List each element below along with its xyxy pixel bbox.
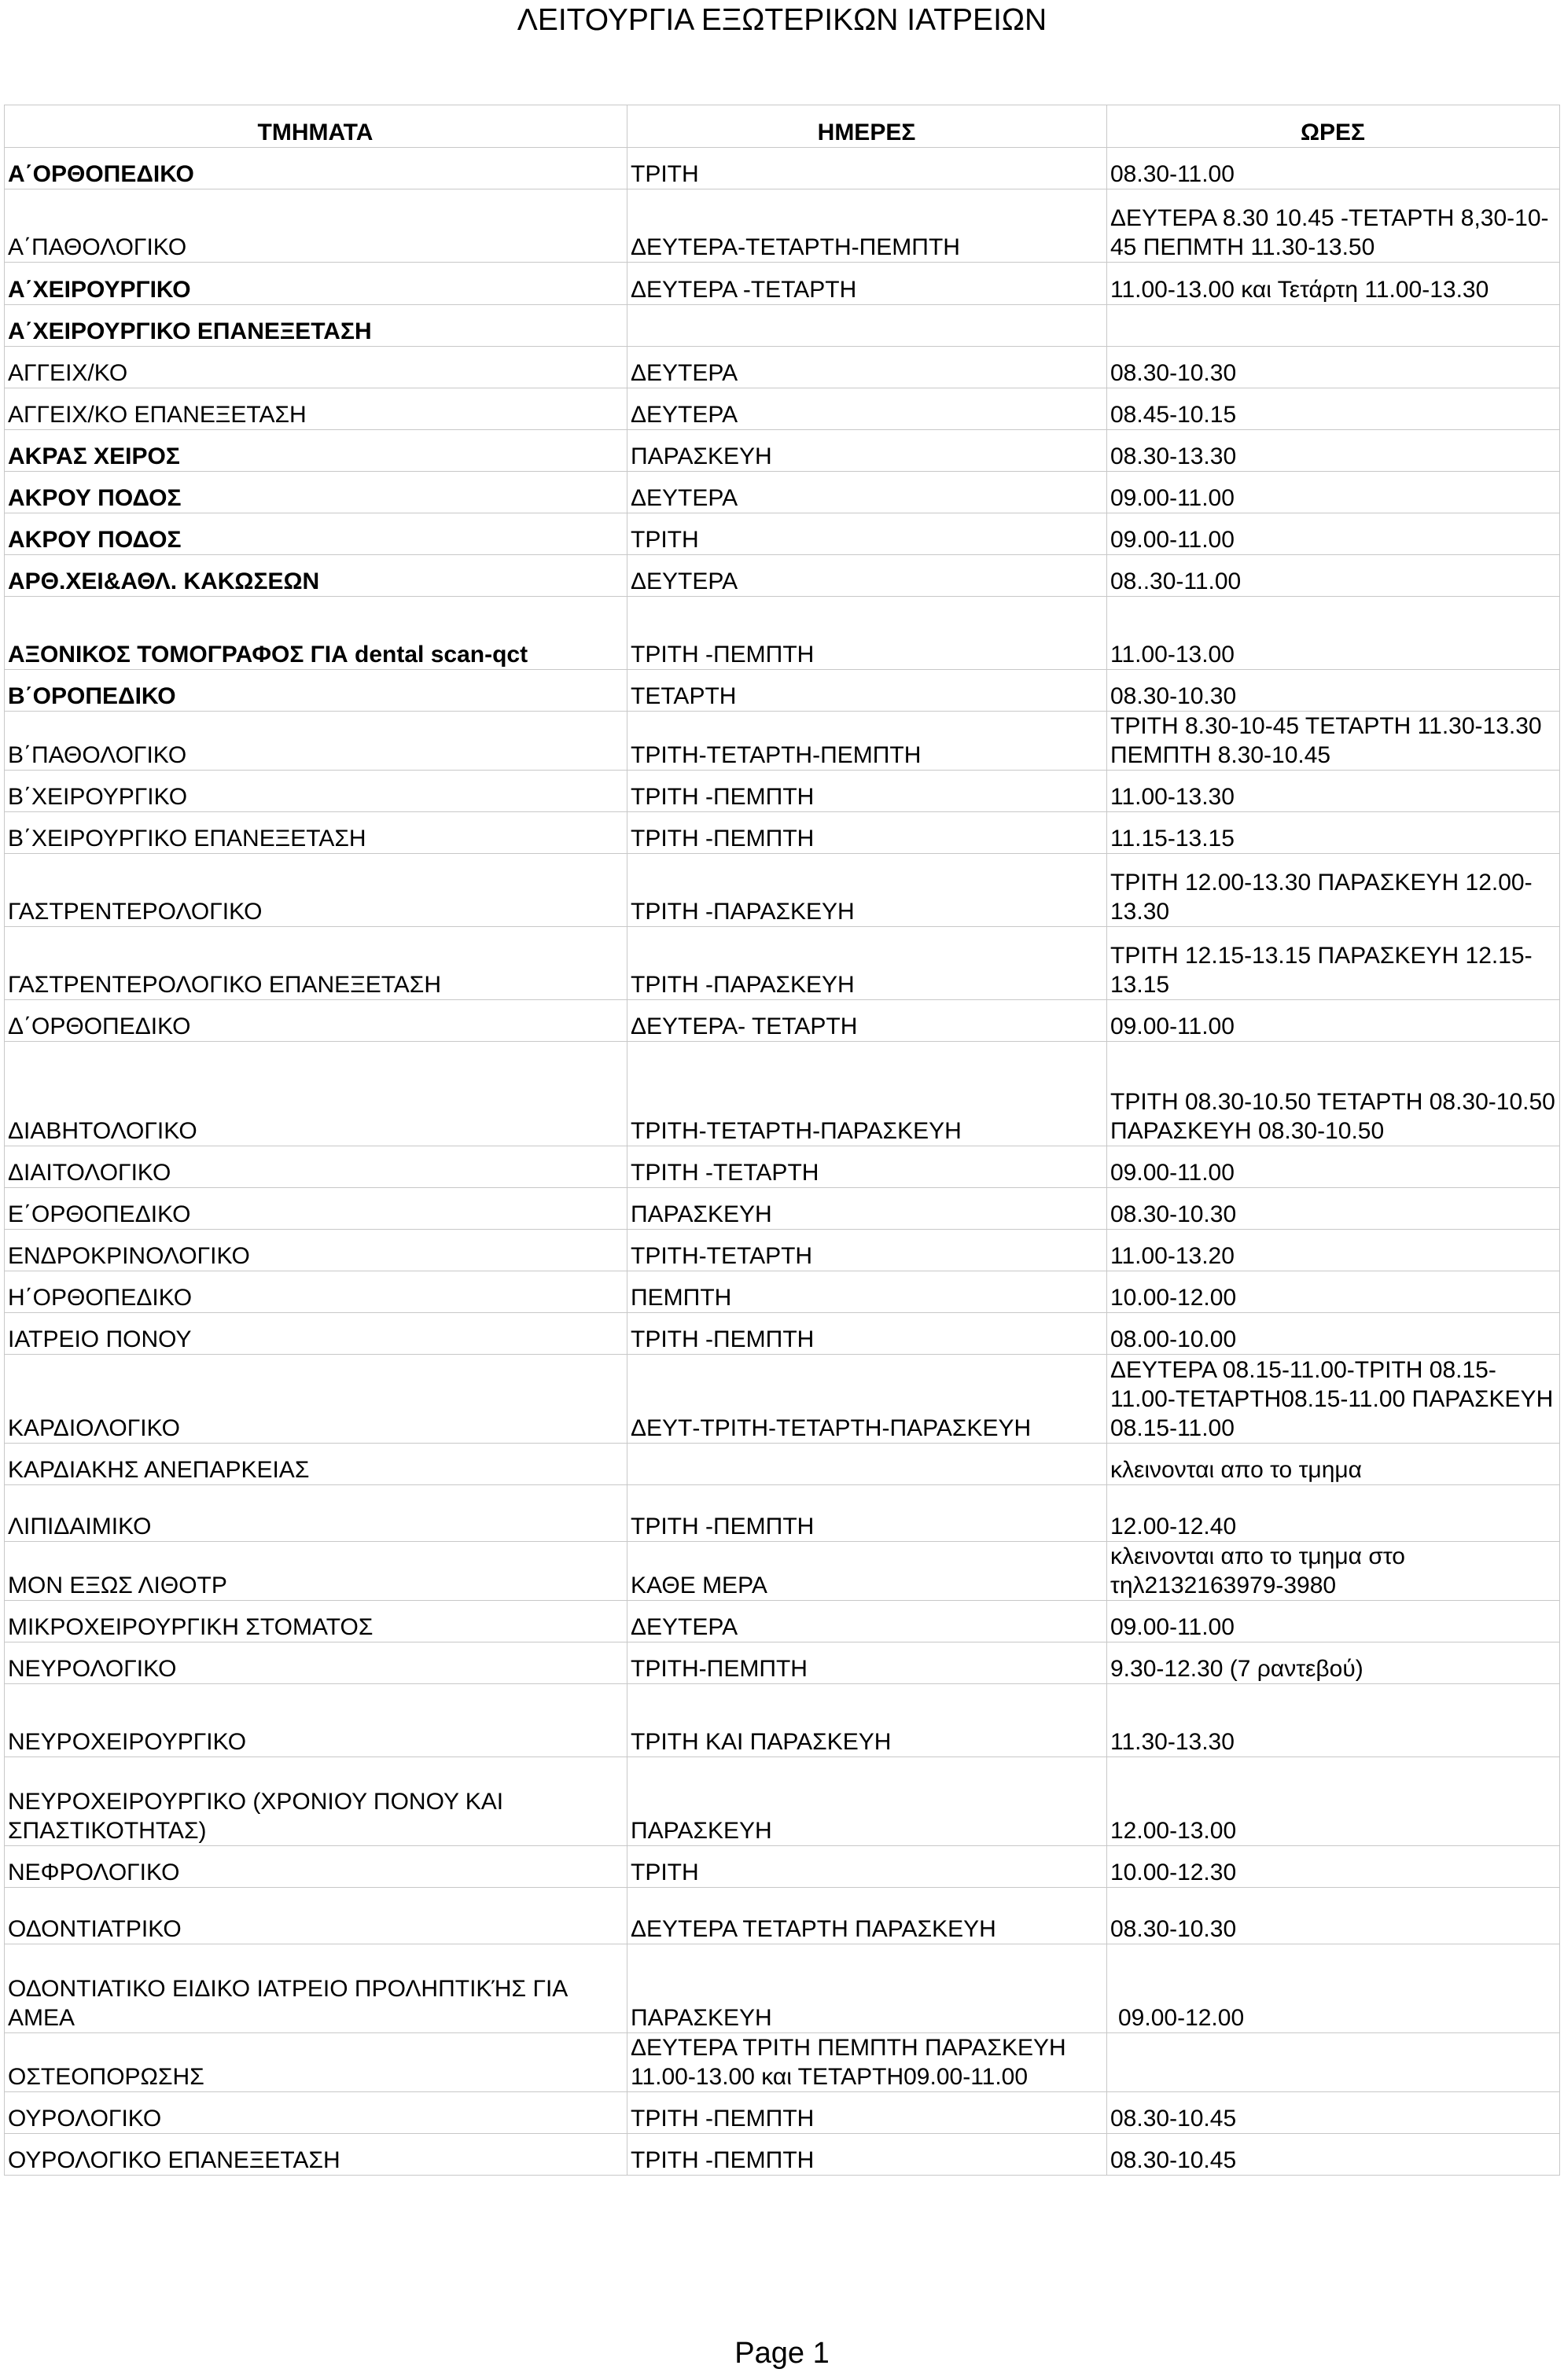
cell-dept: ΚΑΡΔΙΟΛΟΓΙΚΟ [5, 1355, 627, 1444]
cell-days: ΤΡΙΤΗ-ΤΕΤΑΡΤΗ [627, 1230, 1107, 1271]
cell-days: ΤΡΙΤΗ [627, 1846, 1107, 1888]
cell-days: ΚΑΘΕ ΜΕΡΑ [627, 1542, 1107, 1601]
table-row [5, 712, 1560, 771]
cell-dept: ΙΑΤΡΕΙΟ ΠΟΝΟΥ [5, 1313, 627, 1355]
cell-dept: Β΄ΧΕΙΡΟΥΡΓΙΚΟ ΕΠΑΝΕΞΕΤΑΣΗ [5, 812, 627, 854]
cell-days: ΤΡΙΤΗ [627, 148, 1107, 189]
table-row [5, 430, 1560, 472]
cell-dept: Δ΄ΟΡΘΟΠΕΔΙΚΟ [5, 1000, 627, 1042]
cell-dept: ΜΟΝ ΕΞΩΣ ΛΙΘΟΤΡ [5, 1542, 627, 1601]
cell-dept: ΕΝΔΡΟΚΡΙΝΟΛΟΓΙΚΟ [5, 1230, 627, 1271]
cell-hours: 09.00-11.00 [1107, 1146, 1560, 1188]
table-row [5, 472, 1560, 513]
cell-dept: ΝΕΥΡΟΛΟΓΙΚΟ [5, 1642, 627, 1684]
cell-days: ΤΡΙΤΗ ΚΑΙ ΠΑΡΑΣΚΕΥΗ [627, 1684, 1107, 1757]
cell-dept: ΟΥΡΟΛΟΓΙΚΟ [5, 2092, 627, 2134]
cell-dept: ΑΚΡΟΥ ΠΟΔΟΣ [5, 513, 627, 555]
cell-days: ΠΑΡΑΣΚΕΥΗ [627, 430, 1107, 472]
cell-days: ΔΕΥΤΕΡΑ [627, 388, 1107, 430]
cell-dept: ΓΑΣΤΡΕΝΤΕΡΟΛΟΓΙΚΟ [5, 854, 627, 927]
cell-dept: ΛΙΠΙΔΑΙΜΙΚΟ [5, 1485, 627, 1542]
table-row [5, 1146, 1560, 1188]
cell-dept: ΟΥΡΟΛΟΓΙΚΟ ΕΠΑΝΕΞΕΤΑΣΗ [5, 2134, 627, 2176]
cell-days: ΤΡΙΤΗ -ΠΕΜΠΤΗ [627, 771, 1107, 812]
cell-days [627, 305, 1107, 347]
cell-dept: ΑΞΟΝΙΚΟΣ ΤΟΜΟΓΡΑΦΟΣ ΓΙΑ dental scan-qct [5, 597, 627, 670]
cell-dept: Η΄ΟΡΘΟΠΕΔΙΚΟ [5, 1271, 627, 1313]
cell-days: ΤΡΙΤΗ -ΠΑΡΑΣΚΕΥΗ [627, 927, 1107, 1000]
cell-dept: ΔΙΑΒΗΤΟΛΟΓΙΚΟ [5, 1042, 627, 1146]
cell-hours: 08.30-10.30 [1107, 347, 1560, 388]
cell-hours: 08..30-11.00 [1107, 555, 1560, 597]
cell-hours: 9.30-12.30 (7 ραντεβού) [1107, 1642, 1560, 1684]
cell-days: ΤΡΙΤΗ-ΤΕΤΑΡΤΗ-ΠΑΡΑΣΚΕΥΗ [627, 1042, 1107, 1146]
table-row [5, 1485, 1560, 1542]
cell-hours: ΔΕΥΤΕΡΑ 8.30 10.45 -ΤΕΤΑΡΤΗ 8,30-10-45 ΠΕΠΜΤΗ 11.30-13.50 [1107, 189, 1560, 263]
cell-hours [1107, 2033, 1560, 2092]
cell-days: ΤΡΙΤΗ [627, 513, 1107, 555]
cell-hours: 09.00-11.00 [1107, 472, 1560, 513]
cell-hours: 08.30-10.45 [1107, 2092, 1560, 2134]
table-header-row [5, 105, 1560, 148]
table-row [5, 1042, 1560, 1146]
cell-days: ΔΕΥΤΕΡΑ [627, 472, 1107, 513]
cell-dept: ΝΕΥΡΟΧΕΙΡΟΥΡΓΙΚΟ (ΧΡΟΝΙΟΥ ΠΟΝΟΥ ΚΑΙ ΣΠΑΣΤΙΚΟΤΗΤΑΣ) [5, 1757, 627, 1846]
cell-days: ΠΕΜΠΤΗ [627, 1271, 1107, 1313]
cell-dept: Α΄ΠΑΘΟΛΟΓΙΚΟ [5, 189, 627, 263]
header-hours: ΩΡΕΣ [1107, 105, 1560, 148]
cell-days: ΤΡΙΤΗ -ΠΕΜΠΤΗ [627, 812, 1107, 854]
cell-hours: 10.00-12.30 [1107, 1846, 1560, 1888]
table-row [5, 1000, 1560, 1042]
table-row [5, 347, 1560, 388]
table-row [5, 1757, 1560, 1846]
table-row [5, 1271, 1560, 1313]
cell-hours: 11.00-13.00 και Τετάρτη 11.00-13.30 [1107, 263, 1560, 305]
cell-hours: 09.00-12.00 [1107, 1944, 1560, 2033]
cell-dept: ΟΔΟΝΤΙΑΤΡΙΚΟ [5, 1888, 627, 1944]
cell-hours: 08.00-10.00 [1107, 1313, 1560, 1355]
cell-hours: 08.30-10.30 [1107, 1188, 1560, 1230]
cell-hours: 08.45-10.15 [1107, 388, 1560, 430]
table-row [5, 927, 1560, 1000]
cell-dept: ΑΓΓΕΙΧ/ΚΟ [5, 347, 627, 388]
table-row [5, 305, 1560, 347]
cell-hours: 08.30-10.30 [1107, 670, 1560, 712]
cell-days: ΤΡΙΤΗ -ΠΕΜΠΤΗ [627, 2092, 1107, 2134]
cell-days: ΔΕΥΤ-ΤΡΙΤΗ-ΤΕΤΑΡΤΗ-ΠΑΡΑΣΚΕΥΗ [627, 1355, 1107, 1444]
table-row [5, 148, 1560, 189]
cell-days: ΔΕΥΤΕΡΑ [627, 555, 1107, 597]
cell-hours: 12.00-12.40 [1107, 1485, 1560, 1542]
cell-days: ΤΕΤΑΡΤΗ [627, 670, 1107, 712]
cell-hours: 08.30-11.00 [1107, 148, 1560, 189]
table-row [5, 1684, 1560, 1757]
cell-hours: 09.00-11.00 [1107, 1601, 1560, 1642]
cell-days: ΤΡΙΤΗ -ΤΕΤΑΡΤΗ [627, 1146, 1107, 1188]
cell-hours: 11.00-13.00 [1107, 597, 1560, 670]
cell-days: ΔΕΥΤΕΡΑ [627, 347, 1107, 388]
cell-days: ΤΡΙΤΗ -ΠΕΜΠΤΗ [627, 2134, 1107, 2176]
cell-hours: 12.00-13.00 [1107, 1757, 1560, 1846]
table-row [5, 2033, 1560, 2092]
cell-hours: ΤΡΙΤΗ 12.00-13.30 ΠΑΡΑΣΚΕΥΗ 12.00-13.30 [1107, 854, 1560, 927]
header-days: ΗΜΕΡΕΣ [627, 105, 1107, 148]
page-title: ΛΕΙΤΟΥΡΓΙΑ ΕΞΩΤΕΡΙΚΩΝ ΙΑΤΡΕΙΩΝ [517, 3, 1047, 37]
table-row [5, 1355, 1560, 1444]
cell-dept: ΑΓΓΕΙΧ/ΚΟ ΕΠΑΝΕΞΕΤΑΣΗ [5, 388, 627, 430]
table-row [5, 1230, 1560, 1271]
cell-hours: ΤΡΙΤΗ 08.30-10.50 ΤΕΤΑΡΤΗ 08.30-10.50 ΠΑΡΑΣΚΕΥΗ 08.30-10.50 [1107, 1042, 1560, 1146]
cell-hours: ΔΕΥΤΕΡΑ 08.15-11.00-ΤΡΙΤΗ 08.15-11.00-ΤΕΤΑΡΤΗ08.15-11.00 ΠΑΡΑΣΚΕΥΗ 08.15-11.00 [1107, 1355, 1560, 1444]
table-row [5, 1444, 1560, 1485]
cell-hours: κλεινονται απο το τμημα στο τηλ2132163979-3980 [1107, 1542, 1560, 1601]
table-row [5, 1846, 1560, 1888]
cell-dept: Β΄ΠΑΘΟΛΟΓΙΚΟ [5, 712, 627, 771]
table-row [5, 597, 1560, 670]
cell-dept: ΟΣΤΕΟΠΟΡΩΣΗΣ [5, 2033, 627, 2092]
cell-hours: 10.00-12.00 [1107, 1271, 1560, 1313]
table-row [5, 555, 1560, 597]
cell-days: ΔΕΥΤΕΡΑ-ΤΕΤΑΡΤΗ-ΠΕΜΠΤΗ [627, 189, 1107, 263]
cell-days: ΤΡΙΤΗ -ΠΕΜΠΤΗ [627, 1313, 1107, 1355]
cell-days [627, 1444, 1107, 1485]
header-departments: ΤΜΗΜΑΤΑ [5, 105, 627, 148]
cell-days: ΔΕΥΤΕΡΑ -ΤΕΤΑΡΤΗ [627, 263, 1107, 305]
cell-days: ΔΕΥΤΕΡΑ [627, 1601, 1107, 1642]
table-row [5, 189, 1560, 263]
cell-dept: ΝΕΥΡΟΧΕΙΡΟΥΡΓΙΚΟ [5, 1684, 627, 1757]
cell-days: ΤΡΙΤΗ -ΠΑΡΑΣΚΕΥΗ [627, 854, 1107, 927]
cell-days: ΤΡΙΤΗ -ΠΕΜΠΤΗ [627, 1485, 1107, 1542]
cell-days: ΠΑΡΑΣΚΕΥΗ [627, 1757, 1107, 1846]
cell-dept: ΟΔΟΝΤΙΑΤΙΚΟ ΕΙΔΙΚΟ ΙΑΤΡΕΙΟ ΠΡΟΛΗΠΤΙΚΉΣ ΓΙΑ ΑΜΕΑ [5, 1944, 627, 2033]
table-row [5, 670, 1560, 712]
cell-hours: 11.00-13.20 [1107, 1230, 1560, 1271]
table-row [5, 2134, 1560, 2176]
table-row [5, 1313, 1560, 1355]
table-row [5, 1944, 1560, 2033]
table-row [5, 388, 1560, 430]
cell-days: ΔΕΥΤΕΡΑ ΤΕΤΑΡΤΗ ΠΑΡΑΣΚΕΥΗ [627, 1888, 1107, 1944]
cell-days: ΤΡΙΤΗ -ΠΕΜΠΤΗ [627, 597, 1107, 670]
cell-hours: 08.30-10.45 [1107, 2134, 1560, 2176]
cell-hours: 08.30-13.30 [1107, 430, 1560, 472]
table-row [5, 513, 1560, 555]
table-row [5, 771, 1560, 812]
cell-hours [1107, 305, 1560, 347]
cell-hours: κλεινονται απο το τμημα [1107, 1444, 1560, 1485]
schedule-table [4, 105, 1560, 2176]
cell-days: ΤΡΙΤΗ-ΤΕΤΑΡΤΗ-ΠΕΜΠΤΗ [627, 712, 1107, 771]
page-number: Page 1 [734, 2337, 830, 2370]
table-row [5, 1542, 1560, 1601]
cell-days: ΠΑΡΑΣΚΕΥΗ [627, 1944, 1107, 2033]
cell-hours: 09.00-11.00 [1107, 1000, 1560, 1042]
cell-hours: 08.30-10.30 [1107, 1888, 1560, 1944]
table-row [5, 1642, 1560, 1684]
table-row [5, 2092, 1560, 2134]
cell-days: ΔΕΥΤΕΡΑ ΤΡΙΤΗ ΠΕΜΠΤΗ ΠΑΡΑΣΚΕΥΗ 11.00-13.00 και ΤΕΤΑΡΤΗ09.00-11.00 [627, 2033, 1107, 2092]
cell-dept: Α΄ΟΡΘΟΠΕΔΙΚΟ [5, 148, 627, 189]
cell-dept: Ε΄ΟΡΘΟΠΕΔΙΚΟ [5, 1188, 627, 1230]
cell-dept: Β΄ΟΡΟΠΕΔΙΚΟ [5, 670, 627, 712]
cell-dept: ΚΑΡΔΙΑΚΗΣ ΑΝΕΠΑΡΚΕΙΑΣ [5, 1444, 627, 1485]
cell-hours: 09.00-11.00 [1107, 513, 1560, 555]
cell-hours: ΤΡΙΤΗ 12.15-13.15 ΠΑΡΑΣΚΕΥΗ 12.15-13.15 [1107, 927, 1560, 1000]
cell-dept: Α΄ΧΕΙΡΟΥΡΓΙΚΟ ΕΠΑΝΕΞΕΤΑΣΗ [5, 305, 627, 347]
cell-dept: ΔΙΑΙΤΟΛΟΓΙΚΟ [5, 1146, 627, 1188]
cell-dept: ΜΙΚΡΟΧΕΙΡΟΥΡΓΙΚΗ ΣΤΟΜΑΤΟΣ [5, 1601, 627, 1642]
cell-days: ΔΕΥΤΕΡΑ- ΤΕΤΑΡΤΗ [627, 1000, 1107, 1042]
table-row [5, 1601, 1560, 1642]
table-row [5, 263, 1560, 305]
cell-days: ΤΡΙΤΗ-ΠΕΜΠΤΗ [627, 1642, 1107, 1684]
cell-dept: Β΄ΧΕΙΡΟΥΡΓΙΚΟ [5, 771, 627, 812]
cell-hours: 11.15-13.15 [1107, 812, 1560, 854]
table-row [5, 812, 1560, 854]
cell-dept: Α΄ΧΕΙΡΟΥΡΓΙΚΟ [5, 263, 627, 305]
cell-dept: ΝΕΦΡΟΛΟΓΙΚΟ [5, 1846, 627, 1888]
cell-days: ΠΑΡΑΣΚΕΥΗ [627, 1188, 1107, 1230]
table-row [5, 1188, 1560, 1230]
table-row [5, 854, 1560, 927]
cell-dept: ΑΚΡΟΥ ΠΟΔΟΣ [5, 472, 627, 513]
cell-dept: ΑΡΘ.ΧΕΙ&ΑΘΛ. ΚΑΚΩΣΕΩΝ [5, 555, 627, 597]
cell-hours: 11.00-13.30 [1107, 771, 1560, 812]
cell-hours: 11.30-13.30 [1107, 1684, 1560, 1757]
cell-dept: ΑΚΡΑΣ ΧΕΙΡΟΣ [5, 430, 627, 472]
cell-dept: ΓΑΣΤΡΕΝΤΕΡΟΛΟΓΙΚΟ ΕΠΑΝΕΞΕΤΑΣΗ [5, 927, 627, 1000]
cell-hours: ΤΡΙΤΗ 8.30-10-45 ΤΕΤΑΡΤΗ 11.30-13.30 ΠΕΜΠΤΗ 8.30-10.45 [1107, 712, 1560, 771]
table-row [5, 1888, 1560, 1944]
